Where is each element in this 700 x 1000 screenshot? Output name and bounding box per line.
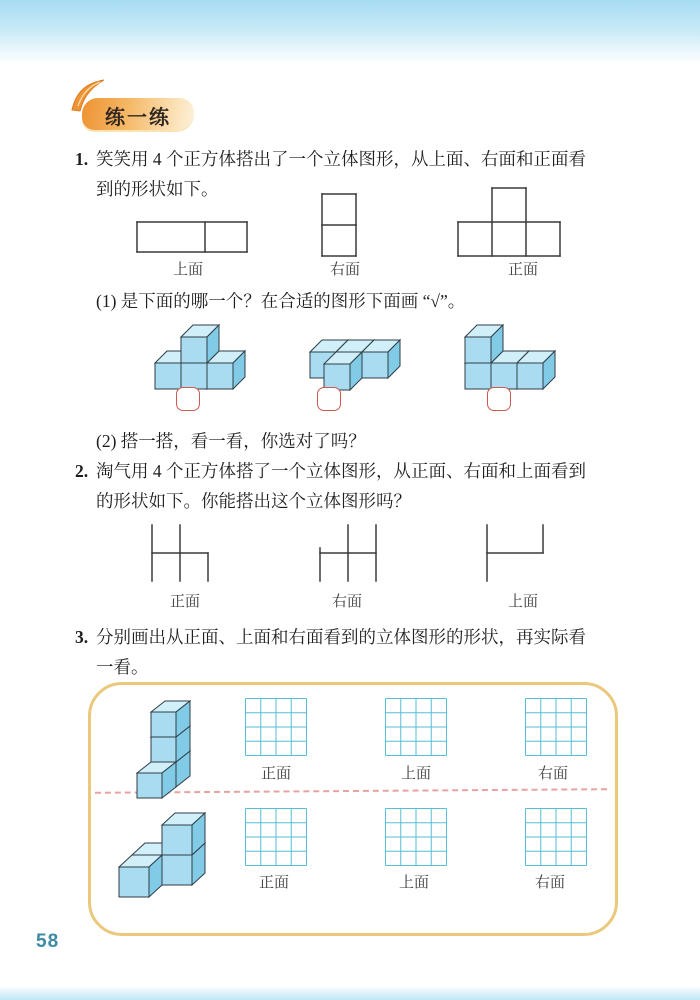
cube-figure-option-1 bbox=[154, 324, 246, 390]
answer-box-option-3[interactable] bbox=[487, 387, 511, 411]
ex3-row2-label-front: 正面 bbox=[258, 875, 289, 891]
exercise3-text-line1: 分别画出从正面、上面和右面看到的立体图形的形状，再实际看 bbox=[96, 627, 586, 647]
top-sky-band bbox=[0, 0, 700, 64]
exercise2-text-line1: 淘气用 4 个正方体搭了一个立体图形，从正面、右面和上面看到 bbox=[96, 461, 586, 481]
ex3-row2-label-right: 右面 bbox=[534, 875, 565, 891]
ex2-front-view-shape bbox=[151, 524, 210, 583]
ex3-row1-label-front: 正面 bbox=[260, 766, 291, 782]
exercise2-number: 2. bbox=[75, 461, 89, 481]
ex3-row1-grid-front[interactable] bbox=[245, 698, 307, 756]
ex1-right-view-shape bbox=[321, 193, 358, 258]
ex3-row1-label-top: 上面 bbox=[400, 766, 431, 782]
badge-background bbox=[82, 98, 194, 130]
answer-box-option-1[interactable] bbox=[176, 387, 200, 411]
ex1-top-view-shape bbox=[136, 221, 249, 254]
ex3-row2-label-top: 上面 bbox=[398, 875, 429, 891]
ex3-row1-label-right: 右面 bbox=[537, 766, 568, 782]
exercise3-number: 3. bbox=[75, 627, 89, 647]
ex1-view-label-top: 上面 bbox=[172, 262, 203, 278]
exercise1-text-line2: 到的形状如下。 bbox=[96, 179, 219, 199]
exercise1-question2: (2) 搭一搭，看一看，你选对了吗？ bbox=[96, 431, 366, 451]
ex2-top-view-shape bbox=[486, 524, 545, 583]
ex2-right-view-shape bbox=[319, 524, 378, 583]
ex2-view-label-right: 右面 bbox=[331, 594, 362, 610]
bottom-sky-band bbox=[0, 986, 700, 1000]
answer-box-option-2[interactable] bbox=[317, 387, 341, 411]
ex3-row2-cube-figure bbox=[118, 812, 206, 898]
exercise1-text-line1: 笑笑用 4 个正方体搭出了一个立体图形，从上面、右面和正面看 bbox=[96, 149, 586, 169]
ex3-row2-grid-right[interactable] bbox=[525, 808, 587, 866]
ex2-view-label-front: 正面 bbox=[169, 594, 200, 610]
badge-label: 练一练 bbox=[105, 107, 171, 129]
ex3-row1-grid-right[interactable] bbox=[525, 698, 587, 756]
exercise2-text-line2: 的形状如下。你能搭出这个立体图形吗？ bbox=[96, 491, 411, 511]
ex2-view-label-top: 上面 bbox=[507, 594, 538, 610]
cube-figure-option-3 bbox=[464, 324, 556, 390]
practice-badge bbox=[70, 86, 210, 132]
exercise3-text-line2: 一看。 bbox=[96, 657, 149, 677]
ex3-row2-grid-top[interactable] bbox=[385, 808, 447, 866]
ex3-row2-grid-front[interactable] bbox=[245, 808, 307, 866]
exercise1-number: 1. bbox=[75, 149, 89, 169]
ex1-view-label-front: 正面 bbox=[507, 262, 538, 278]
ex1-view-label-right: 右面 bbox=[329, 262, 360, 278]
ex1-front-view-shape bbox=[457, 187, 562, 258]
ex3-row1-grid-top[interactable] bbox=[385, 698, 447, 756]
ex3-row1-cube-figure bbox=[136, 700, 191, 799]
exercise1-question1: (1) 是下面的哪一个？在合适的图形下面画 “√”。 bbox=[96, 291, 466, 311]
cube-figure-option-2 bbox=[297, 339, 401, 391]
page-number: 58 bbox=[36, 931, 60, 952]
